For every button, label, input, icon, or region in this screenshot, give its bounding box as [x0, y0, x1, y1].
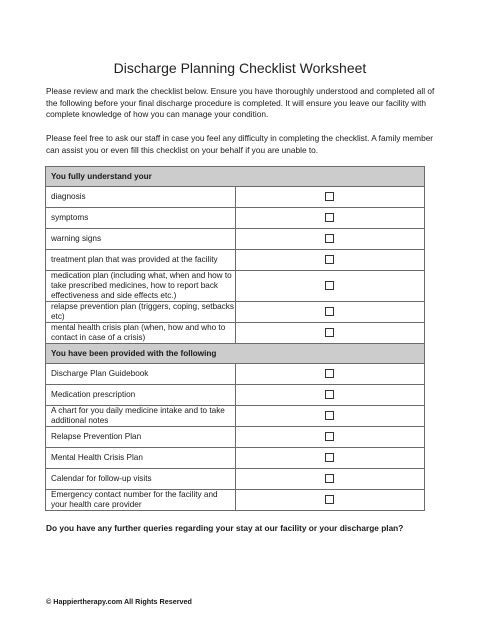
checkbox[interactable]: [325, 255, 334, 264]
checklist-item-label: A chart for you daily medicine intake and to take additional notes: [46, 406, 236, 427]
checklist-row: [46, 469, 425, 490]
checklist-item-label: relapse prevention plan (triggers, coping, setbacks etc): [46, 302, 236, 323]
checkbox[interactable]: [325, 390, 334, 399]
checkbox[interactable]: [325, 213, 334, 222]
checklist-table: [45, 166, 425, 511]
checkbox[interactable]: [325, 369, 334, 378]
checklist-item-label: treatment plan that was provided at the facility: [46, 250, 236, 271]
checklist-row: [46, 427, 425, 448]
page-title: Discharge Planning Checklist Worksheet: [113, 60, 367, 76]
checkbox[interactable]: [325, 281, 334, 290]
checklist-item-label: symptoms: [46, 208, 236, 229]
checkbox[interactable]: [325, 432, 334, 441]
checklist-row: [46, 271, 425, 302]
checklist-row: [46, 302, 425, 323]
checklist-item-label: Emergency contact number for the facility and your health care provider: [46, 490, 236, 511]
checklist-item-label: diagnosis: [46, 187, 236, 208]
checklist-row: [46, 250, 425, 271]
checkbox-cell: [235, 187, 425, 208]
checkbox-cell: [235, 323, 425, 344]
checklist-item-label: warning signs: [46, 229, 236, 250]
section-heading: You have been provided with the following: [46, 344, 425, 364]
checklist-row: [46, 490, 425, 511]
checkbox-cell: [235, 229, 425, 250]
checklist-item-label: Relapse Prevention Plan: [46, 427, 236, 448]
checkbox[interactable]: [325, 411, 334, 420]
further-queries-question: Do you have any further queries regarding your stay at our facility or your discharge plan?: [46, 523, 404, 533]
checklist-row: [46, 187, 425, 208]
checklist-item-label: Calendar for follow-up visits: [46, 469, 236, 490]
checklist-item-label: Mental Health Crisis Plan: [46, 448, 236, 469]
section-heading: You fully understand your: [46, 167, 425, 187]
checkbox[interactable]: [325, 495, 334, 504]
checklist-row: [46, 385, 425, 406]
section-header-row: [46, 167, 425, 187]
checkbox[interactable]: [325, 328, 334, 337]
checkbox-cell: [235, 490, 425, 511]
checklist-item-label: Medication prescription: [46, 385, 236, 406]
intro-paragraph: Please review and mark the checklist below. Ensure you have thoroughly understood and completed all of the following before your final discharge procedure is completed. It will ensure you leave our facility with complete knowledge of how you can manage your condition.: [46, 86, 435, 120]
checklist-item-label: medication plan (including what, when and how to take prescribed medicines, how to report back effectiveness and side effects etc.): [46, 271, 236, 302]
checkbox-cell: [235, 271, 425, 302]
checklist-row: [46, 208, 425, 229]
help-paragraph: Please feel free to ask our staff in case you feel any difficulty in completing the checklist. A family member can assist you or even fill this checklist on your behalf if you are unable to.: [46, 133, 434, 155]
checkbox[interactable]: [325, 234, 334, 243]
checkbox-cell: [235, 385, 425, 406]
section-header-row: [46, 344, 425, 364]
checklist-row: [46, 364, 425, 385]
checklist-row: [46, 323, 425, 344]
checkbox-cell: [235, 448, 425, 469]
checkbox-cell: [235, 364, 425, 385]
checklist-row: [46, 406, 425, 427]
checkbox-cell: [235, 250, 425, 271]
checkbox[interactable]: [325, 453, 334, 462]
checkbox[interactable]: [325, 307, 334, 316]
checklist-row: [46, 229, 425, 250]
checkbox-cell: [235, 208, 425, 229]
checkbox[interactable]: [325, 474, 334, 483]
checkbox[interactable]: [325, 192, 334, 201]
checkbox-cell: [235, 469, 425, 490]
checklist-item-label: Discharge Plan Guidebook: [46, 364, 236, 385]
checklist-item-label: mental health crisis plan (when, how and who to contact in case of a crisis): [46, 323, 236, 344]
checkbox-cell: [235, 406, 425, 427]
checklist-row: [46, 448, 425, 469]
checkbox-cell: [235, 427, 425, 448]
copyright-footer: © Happiertherapy.com All Rights Reserved: [46, 597, 192, 606]
checkbox-cell: [235, 302, 425, 323]
